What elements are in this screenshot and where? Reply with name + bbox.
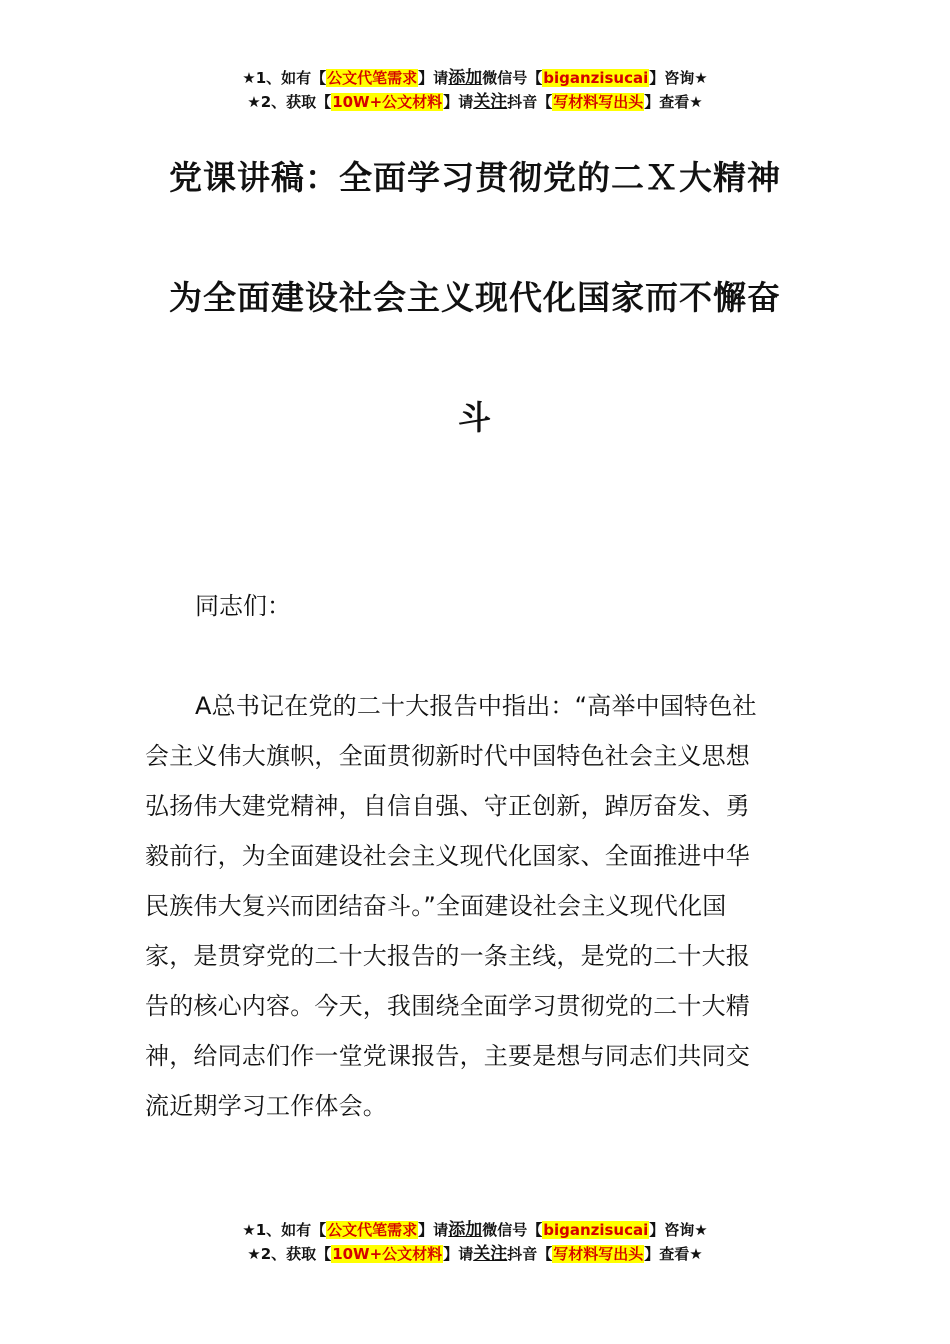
banner-text: 】查看★ <box>644 1245 703 1263</box>
doc-title-line-1: 党课讲稿：全面学习贯彻党的二Ｘ大精神 <box>169 158 781 197</box>
footer-banner <box>0 1218 950 1266</box>
banner-text: 】咨询★ <box>649 1221 708 1239</box>
banner-line-2 <box>0 1242 950 1266</box>
banner-text: ★1、如有【 <box>242 1221 327 1239</box>
greeting: 同志们： <box>195 592 291 620</box>
paragraph-line: 毅前行，为全面建设社会主义现代化国家、全面推进中华 <box>145 842 750 870</box>
banner-line-1 <box>0 66 950 90</box>
paragraph-line: 弘扬伟大建党精神，自信自强、守正创新，踔厉奋发、勇 <box>145 792 750 820</box>
banner-highlight-service: 公文代笔需求 <box>327 69 418 87</box>
banner-text: 抖音【 <box>507 93 553 111</box>
banner-text: 抖音【 <box>507 1245 553 1263</box>
doc-title-line-3: 斗 <box>458 398 492 437</box>
banner-highlight-materials: 10W+公文材料 <box>332 93 443 111</box>
paragraph-line: 告的核心内容。今天，我围绕全面学习贯彻党的二十大精 <box>145 992 750 1020</box>
banner-text: ★1、如有【 <box>242 69 327 87</box>
banner-highlight-douyin: 写材料写出头 <box>553 93 644 111</box>
banner-text: 微信号【 <box>482 1221 543 1239</box>
paragraph-line: 会主义伟大旗帜，全面贯彻新时代中国特色社会主义思想 <box>145 742 750 770</box>
paragraph-line: 流近期学习工作体会。 <box>145 1092 387 1120</box>
doc-title-line-2: 为全面建设社会主义现代化国家而不懈奋 <box>169 278 781 317</box>
banner-line-1 <box>0 1218 950 1242</box>
banner-text: 】请 <box>443 1245 474 1263</box>
banner-highlight-materials: 10W+公文材料 <box>332 1245 443 1263</box>
banner-line-2 <box>0 90 950 114</box>
banner-text: 】请 <box>443 93 474 111</box>
banner-highlight-wechat: biganzisucai <box>543 1221 649 1239</box>
banner-highlight-wechat: biganzisucai <box>543 69 649 87</box>
paragraph-line: 家，是贯穿党的二十大报告的一条主线，是党的二十大报 <box>145 942 750 970</box>
banner-text: ★2、获取【 <box>247 1245 332 1263</box>
paragraph-line: 神，给同志们作一堂党课报告，主要是想与同志们共同交 <box>145 1042 750 1070</box>
banner-highlight-douyin: 写材料写出头 <box>553 1245 644 1263</box>
banner-emphasis: 添加 <box>448 1220 483 1240</box>
banner-text: 】咨询★ <box>649 69 708 87</box>
banner-highlight-service: 公文代笔需求 <box>327 1221 418 1239</box>
paragraph-line: 民族伟大复兴而团结奋斗。”全面建设社会主义现代化国 <box>145 892 727 920</box>
banner-text: 】请 <box>418 69 449 87</box>
paragraph-line: A总书记在党的二十大报告中指出：“高举中国特色社 <box>195 692 757 720</box>
banner-emphasis: 关注 <box>473 92 508 112</box>
banner-text: ★2、获取【 <box>247 93 332 111</box>
banner-text: 】查看★ <box>644 93 703 111</box>
banner-emphasis: 添加 <box>448 68 483 88</box>
header-banner <box>0 66 950 114</box>
banner-emphasis: 关注 <box>473 1244 508 1264</box>
banner-text: 】请 <box>418 1221 449 1239</box>
banner-text: 微信号【 <box>482 69 543 87</box>
